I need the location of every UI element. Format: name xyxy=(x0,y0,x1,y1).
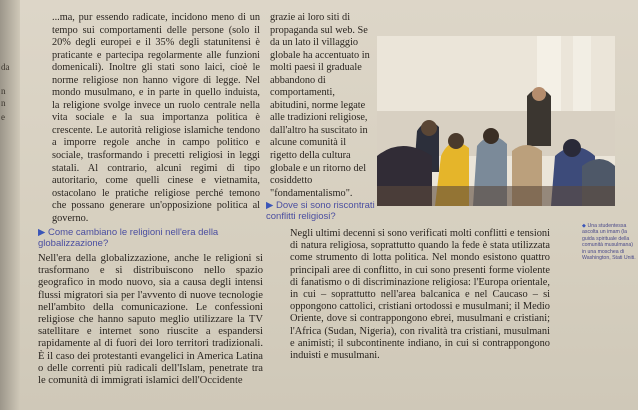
right-body-text xyxy=(290,228,550,362)
column-b-paragraph: grazie ai loro siti di propaganda sul web. Se da un lato il villaggio globale ha accentuato in molti paesi il graduale abbandono di comportamenti, abitudini, norme legate alle tradizioni religiose, dall'altro ha suscitato in alcune comunità il rigetto della cultura globale e un ritorno del cosiddetto "fondamentalismo". xyxy=(270,12,370,199)
right-body-paragraph: Negli ultimi decenni si sono verificati molti conflitti e tensioni di natura religiosa, soprattutto quando la fede è stata utilizzata come strumento di lotta politica. Nel mondo esistono quattro principali aree di conflitto, in cui sono presenti forme violente di fanatismo o di discriminazione religiosa: l'Europa orientale, in cui – soprattutto nell'area balcanica e nel Caucaso – si oppongono cattolici, cristiani ortodossi e musulmani; il Medio Oriente, dove si contrappongono ebrei, musulmani e cristiani; l'Africa (Sudan, Nigeria), con rivalità tra cristiani, musulmani e animisti; il subcontinente indiano, in cui si contrappongono induisti e musulmani. xyxy=(290,228,551,362)
margin-fragment: e xyxy=(1,112,5,122)
column-a-paragraph: ...ma, pur essendo radicate, incidono meno di un tempo sui comportamenti delle persone (solo il 20% degli europei e il 35% degli statunitensi è praticante e partecipa regolarmente alle funzioni domenicali). Inoltre gli stati sono laici, cioè le norme religiose non hanno vigore di legge. Nel mondo musulmano, e in parte in quello induista, la religione svolge invece un ruolo centrale nella vita sociale e la sua importanza politica è crescente. Le autorità religiose islamiche tendono a imporre regole anche in campo politico e sociale, trasformando i precetti religiosi in leggi statali. Al contrario, alcuni regimi di tipo autoritario, come quelli cinese e vietnamita, ostacolano le pratiche religiose perché temono che possano generare un'opposizione politica al governo. xyxy=(52,12,260,224)
mosque-photo-image xyxy=(377,36,615,206)
left-question xyxy=(38,227,263,249)
margin-fragment: da xyxy=(1,62,10,72)
left-body-paragraph: Nell'era della globalizzazione, anche le religioni si trasformano e si distribuiscono nello spazio geografico in modo nuovo, sia a causa degli intensi flussi migratori sia per l'avvento di nuove tecnologie nell'ambito della comunicazione. Le confessioni religiose che hanno saputo meglio utilizzare la TV satellitare e internet sono riuscite a espandersi rapidamente al di fuori dei loro territori tradizionali. È il caso dei protestanti evangelici in America Latina o delle correnti più radicali dell'Islam, penetrate tra le comunità di immigrati islamici dell'Occidente xyxy=(38,253,263,387)
left-question-text: Come cambiano le religioni nell'era della globalizzazione? xyxy=(38,227,219,249)
photo-caption xyxy=(582,223,638,261)
left-body-text xyxy=(38,253,263,387)
column-b-text xyxy=(270,12,375,200)
column-b-question xyxy=(266,200,376,222)
column-b-question-text: Dove si sono riscontrati conflitti religiosi? xyxy=(266,200,375,222)
margin-fragment: n xyxy=(1,86,6,96)
bullet-icon: ▶ xyxy=(38,227,46,238)
column-a-text xyxy=(52,12,260,225)
pointer-icon: ◆ xyxy=(582,223,586,229)
photo-caption-text: Una studentessa ascolta un imam (la guida spirituale della comunità musulmana) in una moschea di Washington, Stati Uniti. xyxy=(582,223,636,262)
mosque-photo xyxy=(377,36,615,206)
margin-fragment: n xyxy=(1,98,6,108)
bullet-icon: ▶ xyxy=(266,200,274,211)
